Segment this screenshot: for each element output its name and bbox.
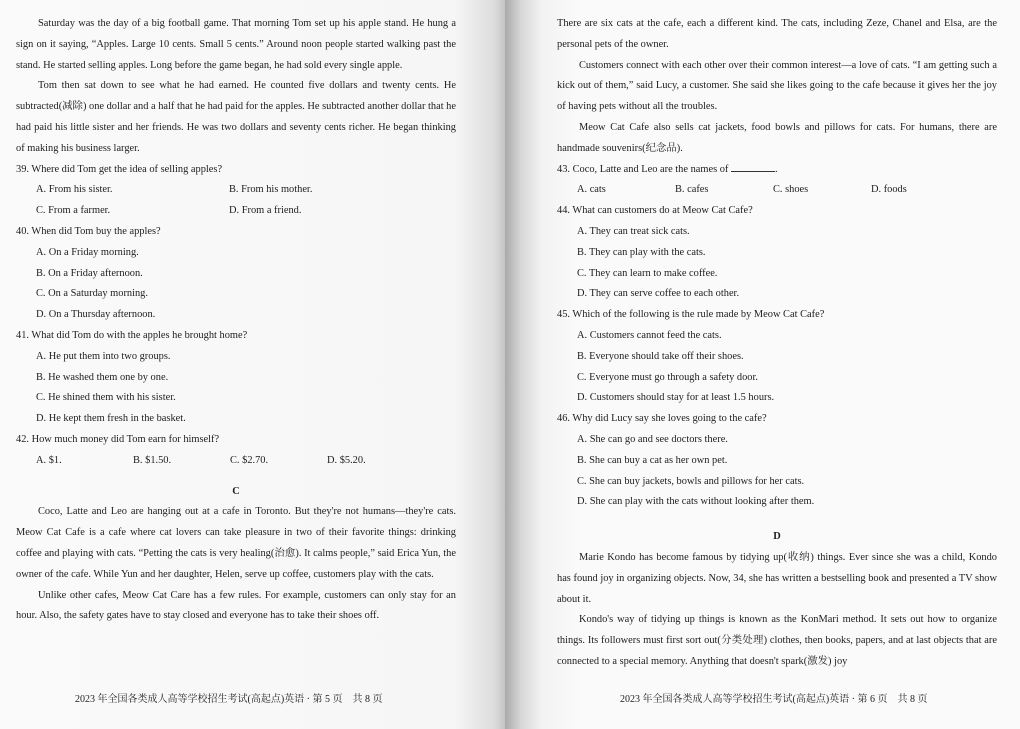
question-42-option-c[interactable]: C. $2.70. <box>230 454 269 466</box>
right-column <box>557 14 997 673</box>
question-41-option-b[interactable]: B. He washed them one by one. <box>36 371 169 383</box>
question-45 <box>557 305 997 409</box>
passage-d-paragraph-1: Marie Kondo has become famous by tidying up(收纳) things. Ever since she was a child, Kondo has found joy in organizing objects. Now, 34, she has written a bestselling book and presented a TV show about it. <box>557 551 997 605</box>
passage-c-paragraph-5: Meow Cat Cafe also sells cat jackets, food bowls and pillows for cats. For humans, there are handmade souvenirs(纪念品). <box>557 121 997 154</box>
question-43-options-row <box>557 180 997 201</box>
question-40-option-d[interactable]: D. On a Thursday afternoon. <box>36 309 156 321</box>
question-46-option-a[interactable]: A. She can go and see doctors there. <box>577 433 728 445</box>
answer-blank[interactable] <box>731 161 775 172</box>
question-44 <box>557 201 997 305</box>
question-39-stem: 39. Where did Tom get the idea of selling apples? <box>16 163 223 175</box>
section-c-title: C <box>232 485 240 497</box>
left-page <box>0 0 505 729</box>
question-44-option-d[interactable]: D. They can serve coffee to each other. <box>577 288 740 300</box>
question-46-stem: 46. Why did Lucy say she loves going to the cafe? <box>557 413 767 425</box>
passage-c-paragraph-3: There are six cats at the cafe, each a different kind. The cats, including Zeze, Chanel and Elsa, are the personal pets of the owner. <box>557 18 997 50</box>
question-41-option-c[interactable]: C. He shined them with his sister. <box>36 392 176 404</box>
question-39-options-row-1 <box>16 180 456 201</box>
question-40 <box>16 222 456 326</box>
question-45-option-c[interactable]: C. Everyone must go through a safety door. <box>577 371 758 383</box>
question-43-stem <box>557 160 997 181</box>
right-page <box>505 0 1020 729</box>
question-39-options-row-2 <box>16 201 456 222</box>
question-42 <box>16 430 456 472</box>
question-45-option-d[interactable]: D. Customers should stay for at least 1.5 hours. <box>577 392 775 404</box>
question-44-option-c[interactable]: C. They can learn to make coffee. <box>577 267 718 279</box>
question-43 <box>557 160 997 202</box>
question-42-option-a[interactable]: A. $1. <box>36 454 62 466</box>
question-40-option-b[interactable]: B. On a Friday afternoon. <box>36 267 143 279</box>
question-43-stem-text: 43. Coco, Latte and Leo are the names of <box>557 163 729 175</box>
question-41-option-d[interactable]: D. He kept them fresh in the basket. <box>36 413 186 425</box>
question-41 <box>16 326 456 430</box>
question-44-option-a[interactable]: A. They can treat sick cats. <box>577 225 690 237</box>
question-42-options-row <box>16 451 456 472</box>
question-41-stem: 41. What did Tom do with the apples he brought home? <box>16 329 248 341</box>
question-45-option-a[interactable]: A. Customers cannot feed the cats. <box>577 329 722 341</box>
question-46-option-d[interactable]: D. She can play with the cats without looking after them. <box>577 496 815 508</box>
passage-c-paragraph-1: Coco, Latte and Leo are hanging out at a cafe in Toronto. But they're not humans—they're cats. Meow Cat Cafe is a cafe where cat lovers can take pleasure in two of their favorite things: drinking coffee and playing with cats. “Petting the cats is very healing(治愈). It calms people,” said Erica Yun, the owner of the cafe. While Yun and her daughter, Helen, serve up coffee, customers play with the cats. <box>16 506 456 580</box>
question-45-option-b[interactable]: B. Everyone should take off their shoes. <box>577 350 744 362</box>
passage-c-paragraph-2: Unlike other cafes, Meow Cat Care has a few rules. For example, customers can only stay for an hour. Also, the safety gates have to stay closed and everyone has to take their shoes off. <box>16 589 456 622</box>
question-45-stem: 45. Which of the following is the rule made by Meow Cat Cafe? <box>557 309 825 321</box>
section-d-title: D <box>773 531 781 543</box>
question-46-option-b[interactable]: B. She can buy a cat as her own pet. <box>577 454 728 466</box>
question-46-option-c[interactable]: C. She can buy jackets, bowls and pillows for her cats. <box>577 475 805 487</box>
question-44-option-b[interactable]: B. They can play with the cats. <box>577 246 706 258</box>
passage-b-paragraph-1: Saturday was the day of a big football game. That morning Tom set up his apple stand. He hung a sign on it saying, “Apples. Large 10 cents. Small 5 cents.” Around noon people started walking past the stand. He started selling apples. Long before the game began, he had sold every single apple. <box>16 18 456 71</box>
question-40-stem: 40. When did Tom buy the apples? <box>16 225 161 237</box>
question-42-stem: 42. How much money did Tom earn for himself? <box>16 433 220 445</box>
question-43-option-b[interactable]: B. cafes <box>675 184 709 196</box>
question-43-option-d[interactable]: D. foods <box>871 184 907 196</box>
question-42-option-d[interactable]: D. $5.20. <box>327 454 366 466</box>
passage-d-paragraph-2: Kondo's way of tidying up things is known as the KonMari method. It sets out how to organize things. Its followers must first sort out(分类处理) clothes, then books, papers, and at last objects that are connected to a special memory. Anything that doesn't spark(激发) joy <box>557 614 997 667</box>
question-41-option-a[interactable]: A. He put them into two groups. <box>36 350 171 362</box>
question-39-option-a[interactable]: A. From his sister. <box>36 184 113 196</box>
question-43-option-c[interactable]: C. shoes <box>773 184 809 196</box>
question-40-option-c[interactable]: C. On a Saturday morning. <box>36 288 148 300</box>
question-40-option-a[interactable]: A. On a Friday morning. <box>36 246 139 258</box>
passage-b-paragraph-2: Tom then sat down to see what he had earned. He counted five dollars and twenty cents. He subtracted(减除) one dollar and a half that he had paid for the apples. He subtracted another dollar that he had paid his little sister and her friends. He was two dollars and seventy cents richer. He began thinking of making his business larger. <box>16 80 456 154</box>
left-column <box>16 14 456 627</box>
question-39-option-c[interactable]: C. From a farmer. <box>36 205 111 217</box>
question-42-option-b[interactable]: B. $1.50. <box>133 454 172 466</box>
question-39-option-b[interactable]: B. From his mother. <box>229 184 313 196</box>
question-43-option-a[interactable]: A. cats <box>577 184 606 196</box>
question-39 <box>16 160 456 222</box>
question-43-stem-end: . <box>775 163 778 175</box>
right-page-footer: 2023 年全国各类成人高等学校招生考试(高起点)英语 · 第 6 页 共 8 页 <box>620 694 928 705</box>
left-page-footer: 2023 年全国各类成人高等学校招生考试(高起点)英语 · 第 5 页 共 8 页 <box>75 694 383 705</box>
question-44-stem: 44. What can customers do at Meow Cat Cafe? <box>557 205 753 217</box>
question-39-option-d[interactable]: D. From a friend. <box>229 205 302 217</box>
question-46 <box>557 409 997 513</box>
passage-c-paragraph-4: Customers connect with each other over their common interest—a love of cats. “I am getting such a kick out of them,” said Lucy, a customer. She said she likes going to the cafe because it gives her the joy of having pets without all the troubles. <box>557 59 997 113</box>
